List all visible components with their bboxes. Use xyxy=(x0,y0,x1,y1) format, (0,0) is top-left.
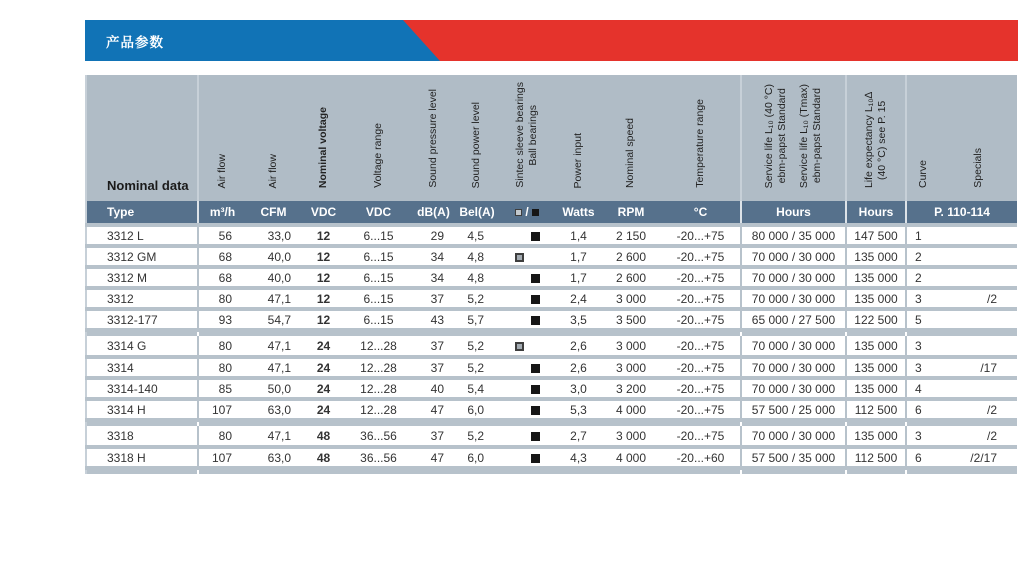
product-parameters-table xyxy=(85,75,1017,474)
cell-dba: 37 xyxy=(411,357,456,378)
table-row xyxy=(86,357,1017,378)
ball-bearing-icon xyxy=(532,209,539,216)
cell-range: 6...15 xyxy=(346,225,411,246)
cell-vdc: 12 xyxy=(301,288,346,309)
cell-bearing xyxy=(498,426,556,447)
cell-vdc: 24 xyxy=(301,399,346,420)
cell-bearing xyxy=(498,246,556,267)
cell-bela: 5,2 xyxy=(456,426,498,447)
cell-bela: 6,0 xyxy=(456,399,498,420)
cell-life: 135 000 xyxy=(846,267,906,288)
unit-watts: Watts xyxy=(556,201,601,225)
cell-type: 3312 M xyxy=(86,267,198,288)
cell-bearing xyxy=(498,225,556,246)
cell-cfm: 47,1 xyxy=(246,288,301,309)
cell-specials xyxy=(941,225,1017,246)
cell-m3h: 80 xyxy=(198,357,246,378)
cell-specials xyxy=(941,336,1017,357)
unit-type: Type xyxy=(86,201,198,225)
cell-rpm: 3 500 xyxy=(601,309,661,330)
cell-cfm: 54,7 xyxy=(246,309,301,330)
cell-rpm: 2 600 xyxy=(601,246,661,267)
cell-bearing xyxy=(498,309,556,330)
cell-bela: 5,2 xyxy=(456,357,498,378)
cell-bela: 5,7 xyxy=(456,309,498,330)
col-header-curve: Curve xyxy=(906,75,941,201)
cell-vdc: 48 xyxy=(301,447,346,468)
col-header-sound-power-level: Sound power level xyxy=(456,75,498,201)
cell-type: 3318 H xyxy=(86,447,198,468)
table-row xyxy=(86,447,1017,468)
cell-service: 70 000 / 30 000 xyxy=(741,336,846,357)
unit-temp: °C xyxy=(661,201,741,225)
cell-specials xyxy=(941,378,1017,399)
cell-specials: /2/17 xyxy=(941,447,1017,468)
col-header-nominal-speed: Nominal speed xyxy=(601,75,661,201)
table-row xyxy=(86,399,1017,420)
table-row xyxy=(86,246,1017,267)
cell-watts: 1,7 xyxy=(556,267,601,288)
section-title: 产品参数 xyxy=(106,34,164,50)
table-row xyxy=(86,288,1017,309)
table-row xyxy=(86,378,1017,399)
cell-bearing xyxy=(498,447,556,468)
cell-life: 147 500 xyxy=(846,225,906,246)
cell-range: 36...56 xyxy=(346,447,411,468)
cell-temp: -20...+60 xyxy=(661,447,741,468)
cell-temp: -20...+75 xyxy=(661,426,741,447)
cell-life: 112 500 xyxy=(846,447,906,468)
section-banner xyxy=(85,20,1018,61)
cell-specials xyxy=(941,246,1017,267)
cell-curve: 3 xyxy=(906,336,941,357)
cell-range: 12...28 xyxy=(346,378,411,399)
cell-watts: 2,6 xyxy=(556,357,601,378)
rotated-header-row xyxy=(86,75,1017,201)
cell-temp: -20...+75 xyxy=(661,378,741,399)
col-header-life-expectancy: Life expectancy L₁₀∆ (40 °C) see P. 15 xyxy=(846,75,906,201)
table-row xyxy=(86,309,1017,330)
cell-cfm: 63,0 xyxy=(246,447,301,468)
unit-vdc: VDC xyxy=(301,201,346,225)
cell-specials: /2 xyxy=(941,399,1017,420)
cell-specials xyxy=(941,267,1017,288)
cell-service: 70 000 / 30 000 xyxy=(741,246,846,267)
ball-bearing-icon xyxy=(531,454,540,463)
cell-rpm: 4 000 xyxy=(601,447,661,468)
cell-dba: 29 xyxy=(411,225,456,246)
cell-range: 12...28 xyxy=(346,357,411,378)
cell-m3h: 107 xyxy=(198,447,246,468)
cell-bela: 5,2 xyxy=(456,288,498,309)
cell-m3h: 68 xyxy=(198,246,246,267)
cell-curve: 3 xyxy=(906,426,941,447)
ball-bearing-icon xyxy=(531,274,540,283)
cell-watts: 3,5 xyxy=(556,309,601,330)
cell-service: 65 000 / 27 500 xyxy=(741,309,846,330)
cell-curve: 5 xyxy=(906,309,941,330)
unit-cfm: CFM xyxy=(246,201,301,225)
cell-range: 6...15 xyxy=(346,267,411,288)
cell-bearing xyxy=(498,378,556,399)
ball-bearing-icon xyxy=(531,316,540,325)
cell-life: 135 000 xyxy=(846,426,906,447)
cell-m3h: 85 xyxy=(198,378,246,399)
cell-bela: 5,4 xyxy=(456,378,498,399)
cell-type: 3314 G xyxy=(86,336,198,357)
unit-service-life: Hours xyxy=(741,201,846,225)
cell-life: 135 000 xyxy=(846,378,906,399)
cell-cfm: 50,0 xyxy=(246,378,301,399)
unit-rpm: RPM xyxy=(601,201,661,225)
cell-specials: /2 xyxy=(941,426,1017,447)
cell-vdc: 24 xyxy=(301,378,346,399)
cell-curve: 6 xyxy=(906,399,941,420)
cell-cfm: 40,0 xyxy=(246,246,301,267)
cell-bela: 5,2 xyxy=(456,336,498,357)
cell-service: 57 500 / 35 000 xyxy=(741,447,846,468)
cell-m3h: 56 xyxy=(198,225,246,246)
cell-temp: -20...+75 xyxy=(661,309,741,330)
cell-bearing xyxy=(498,357,556,378)
sleeve-bearing-icon xyxy=(515,209,522,216)
cell-dba: 37 xyxy=(411,336,456,357)
cell-watts: 3,0 xyxy=(556,378,601,399)
cell-service: 70 000 / 30 000 xyxy=(741,357,846,378)
table-row xyxy=(86,426,1017,447)
cell-watts: 2,4 xyxy=(556,288,601,309)
unit-bela: Bel(A) xyxy=(456,201,498,225)
cell-specials: /17 xyxy=(941,357,1017,378)
unit-curve-specials: P. 110-114 xyxy=(906,201,1017,225)
cell-rpm: 2 150 xyxy=(601,225,661,246)
cell-watts: 1,4 xyxy=(556,225,601,246)
cell-m3h: 80 xyxy=(198,426,246,447)
col-header-sound-pressure-level: Sound pressure level xyxy=(411,75,456,201)
sleeve-bearing-icon xyxy=(515,342,524,351)
cell-vdc: 12 xyxy=(301,246,346,267)
cell-type: 3312-177 xyxy=(86,309,198,330)
cell-life: 135 000 xyxy=(846,357,906,378)
cell-watts: 2,7 xyxy=(556,426,601,447)
cell-life: 135 000 xyxy=(846,288,906,309)
col-header-temperature-range: Temperature range xyxy=(661,75,741,201)
table-row xyxy=(86,336,1017,357)
unit-voltage-range: VDC xyxy=(346,201,411,225)
cell-m3h: 107 xyxy=(198,399,246,420)
cell-m3h: 80 xyxy=(198,336,246,357)
cell-rpm: 3 000 xyxy=(601,288,661,309)
cell-watts: 5,3 xyxy=(556,399,601,420)
cell-service: 80 000 / 35 000 xyxy=(741,225,846,246)
table-row xyxy=(86,225,1017,246)
cell-type: 3312 xyxy=(86,288,198,309)
cell-m3h: 68 xyxy=(198,267,246,288)
cell-cfm: 47,1 xyxy=(246,336,301,357)
cell-vdc: 24 xyxy=(301,357,346,378)
cell-type: 3312 GM xyxy=(86,246,198,267)
cell-watts: 2,6 xyxy=(556,336,601,357)
cell-watts: 1,7 xyxy=(556,246,601,267)
cell-curve: 1 xyxy=(906,225,941,246)
cell-curve: 4 xyxy=(906,378,941,399)
col-header-voltage-range: Voltage range xyxy=(346,75,411,201)
cell-bela: 4,8 xyxy=(456,267,498,288)
cell-life: 112 500 xyxy=(846,399,906,420)
cell-temp: -20...+75 xyxy=(661,357,741,378)
cell-dba: 37 xyxy=(411,288,456,309)
col-header-airflow-m3h: Air flow xyxy=(198,75,246,201)
ball-bearing-icon xyxy=(531,364,540,373)
cell-vdc: 12 xyxy=(301,267,346,288)
cell-rpm: 4 000 xyxy=(601,399,661,420)
unit-m3h: m³/h xyxy=(198,201,246,225)
col-header-service-life: Service life L₁₀ (40 °C) ebm-papst Standard Service life L₁₀ (Tmax) ebm-papst Standard xyxy=(741,75,846,201)
cell-dba: 37 xyxy=(411,426,456,447)
cell-service: 70 000 / 30 000 xyxy=(741,378,846,399)
cell-bela: 6,0 xyxy=(456,447,498,468)
cell-service: 57 500 / 25 000 xyxy=(741,399,846,420)
table-row xyxy=(86,267,1017,288)
cell-life: 135 000 xyxy=(846,336,906,357)
sleeve-bearing-icon xyxy=(515,253,524,262)
cell-m3h: 80 xyxy=(198,288,246,309)
cell-bela: 4,5 xyxy=(456,225,498,246)
cell-type: 3314 H xyxy=(86,399,198,420)
cell-rpm: 3 200 xyxy=(601,378,661,399)
cell-cfm: 47,1 xyxy=(246,426,301,447)
cell-specials xyxy=(941,309,1017,330)
cell-life: 122 500 xyxy=(846,309,906,330)
table-body xyxy=(86,225,1017,474)
cell-m3h: 93 xyxy=(198,309,246,330)
cell-rpm: 2 600 xyxy=(601,267,661,288)
col-header-power-input: Power input xyxy=(556,75,601,201)
cell-cfm: 63,0 xyxy=(246,399,301,420)
cell-bearing xyxy=(498,399,556,420)
cell-service: 70 000 / 30 000 xyxy=(741,426,846,447)
unit-dba: dB(A) xyxy=(411,201,456,225)
ball-bearing-icon xyxy=(531,432,540,441)
nominal-data-label: Nominal data xyxy=(86,75,198,201)
cell-bearing xyxy=(498,288,556,309)
cell-temp: -20...+75 xyxy=(661,336,741,357)
cell-temp: -20...+75 xyxy=(661,288,741,309)
cell-cfm: 47,1 xyxy=(246,357,301,378)
cell-temp: -20...+75 xyxy=(661,246,741,267)
col-header-specials: Specials xyxy=(941,75,1017,201)
cell-rpm: 3 000 xyxy=(601,426,661,447)
cell-vdc: 12 xyxy=(301,225,346,246)
cell-type: 3318 xyxy=(86,426,198,447)
cell-range: 12...28 xyxy=(346,336,411,357)
cell-range: 36...56 xyxy=(346,426,411,447)
cell-life: 135 000 xyxy=(846,246,906,267)
cell-curve: 3 xyxy=(906,357,941,378)
group-separator xyxy=(86,468,1017,474)
cell-service: 70 000 / 30 000 xyxy=(741,288,846,309)
ball-bearing-icon xyxy=(531,385,540,394)
cell-dba: 47 xyxy=(411,399,456,420)
cell-curve: 2 xyxy=(906,267,941,288)
cell-range: 6...15 xyxy=(346,309,411,330)
cell-curve: 2 xyxy=(906,246,941,267)
cell-curve: 6 xyxy=(906,447,941,468)
cell-type: 3312 L xyxy=(86,225,198,246)
cell-dba: 40 xyxy=(411,378,456,399)
cell-vdc: 12 xyxy=(301,309,346,330)
cell-range: 6...15 xyxy=(346,246,411,267)
col-header-nominal-voltage: Nominal voltage xyxy=(301,75,346,201)
cell-vdc: 48 xyxy=(301,426,346,447)
cell-cfm: 40,0 xyxy=(246,267,301,288)
units-row xyxy=(86,201,1017,225)
ball-bearing-icon xyxy=(531,406,540,415)
cell-range: 12...28 xyxy=(346,399,411,420)
cell-dba: 34 xyxy=(411,267,456,288)
col-header-bearings: Sintec sleeve bearings Ball bearings xyxy=(498,75,556,201)
cell-service: 70 000 / 30 000 xyxy=(741,267,846,288)
cell-rpm: 3 000 xyxy=(601,357,661,378)
cell-specials: /2 xyxy=(941,288,1017,309)
cell-rpm: 3 000 xyxy=(601,336,661,357)
cell-watts: 4,3 xyxy=(556,447,601,468)
cell-vdc: 24 xyxy=(301,336,346,357)
cell-temp: -20...+75 xyxy=(661,225,741,246)
unit-bearings: / xyxy=(498,201,556,225)
cell-dba: 34 xyxy=(411,246,456,267)
cell-range: 6...15 xyxy=(346,288,411,309)
cell-bearing xyxy=(498,336,556,357)
cell-dba: 43 xyxy=(411,309,456,330)
cell-bearing xyxy=(498,267,556,288)
cell-temp: -20...+75 xyxy=(661,399,741,420)
cell-type: 3314 xyxy=(86,357,198,378)
ball-bearing-icon xyxy=(531,295,540,304)
ball-bearing-icon xyxy=(531,232,540,241)
unit-life-expectancy: Hours xyxy=(846,201,906,225)
col-header-airflow-cfm: Air flow xyxy=(246,75,301,201)
cell-curve: 3 xyxy=(906,288,941,309)
cell-dba: 47 xyxy=(411,447,456,468)
cell-temp: -20...+75 xyxy=(661,267,741,288)
cell-cfm: 33,0 xyxy=(246,225,301,246)
cell-type: 3314-140 xyxy=(86,378,198,399)
cell-bela: 4,8 xyxy=(456,246,498,267)
